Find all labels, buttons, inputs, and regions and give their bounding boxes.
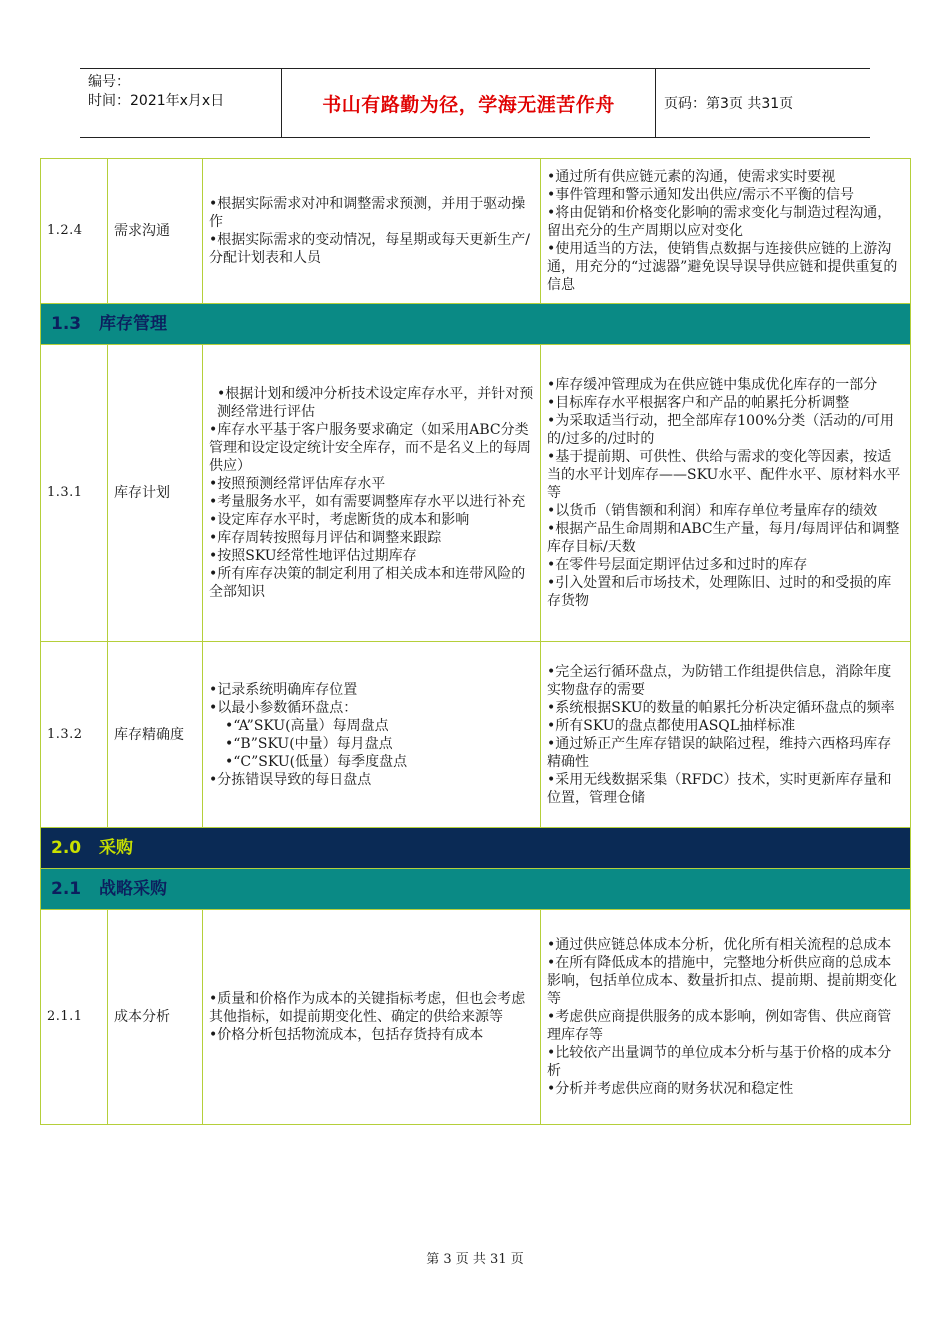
bullet: •基于提前期、可供性、供给与需求的变化等因素，按适当的水平计划库存——SKU水平、配件水平、原材料水平等	[547, 449, 901, 501]
page-header	[80, 68, 870, 138]
table-row	[41, 642, 911, 828]
row-description	[203, 159, 541, 304]
bullet: •使用适当的方法，使销售点数据与连接供应链的上游沟通，用充分的“过滤器”避免误导误导供应链和提供重复的信息	[547, 241, 898, 293]
bullet: •设定库存水平时，考虑断货的成本和影响	[209, 512, 470, 528]
bullet: •通过供应链总体成本分析，优化所有相关流程的总成本	[547, 937, 892, 953]
chapter-title: 采购	[99, 838, 133, 858]
row-name: 成本分析	[108, 910, 203, 1125]
bullet: •比较依产出量调节的单位成本分析与基于价格的成本分析	[547, 1045, 892, 1079]
sub-bullet: •“B”SKU(中量）每月盘点	[225, 735, 393, 752]
bullet: •考虑供应商提供服务的成本影响，例如寄售、供应商管理库存等	[547, 1009, 892, 1043]
row-number: 2.1.1	[41, 910, 108, 1125]
row-description	[203, 642, 541, 828]
bullet: •分析并考虑供应商的财务状况和稳定性	[547, 1081, 794, 1097]
section-number: 1.3	[51, 314, 82, 334]
bullet: •价格分析包括物流成本，包括存货持有成本	[209, 1027, 484, 1043]
header-meta	[88, 73, 278, 111]
bullet: •根据产品生命周期和ABC生产量，每月/每周评估和调整库存目标/天数	[547, 521, 900, 555]
motto: 书山有路勤为径，学海无涯苦作舟	[281, 69, 656, 137]
row-name: 库存精确度	[108, 642, 203, 828]
row-number: 1.2.4	[41, 159, 108, 304]
chapter-heading	[41, 828, 911, 869]
page-info: 页码：第3页 共31页	[664, 96, 794, 112]
bullet: •在零件号层面定期评估过多和过时的库存	[547, 557, 808, 573]
bullet: •通过矫正产生库存错误的缺陷过程，维持六西格玛库存精确性	[547, 735, 892, 770]
bullet: •库存周转按照每月评估和调整来跟踪	[209, 530, 442, 546]
bullet: •按照SKU经常性地评估过期库存	[209, 548, 417, 564]
bullet: •将由促销和价格变化影响的需求变化与制造过程沟通，留出充分的生产周期以应对变化	[547, 205, 892, 239]
row-description	[203, 910, 541, 1125]
table-row	[41, 910, 911, 1125]
bullet: •在所有降低成本的措施中，完整地分析供应商的总成本影响，包括单位成本、数量折扣点、提前期、提前期变化等	[547, 955, 897, 1007]
bullet: •目标库存水平根据客户和产品的帕累托分析调整	[547, 395, 850, 411]
bullet: •根据实际需求的变动情况，每星期或每天更新生产/分配计划表和人员	[209, 232, 530, 266]
row-name: 库存计划	[108, 345, 203, 642]
section-title: 库存管理	[99, 314, 167, 334]
bullet: •考量服务水平，如有需要调整库存水平以进行补充	[209, 494, 526, 510]
bullet: •所有库存决策的制定利用了相关成本和连带风险的全部知识	[209, 566, 526, 600]
bullet: •完全运行循环盘点，为防错工作组提供信息，消除年度实物盘存的需要	[547, 663, 892, 698]
table-row	[41, 159, 911, 304]
section-heading	[41, 304, 911, 345]
bullet: •以最小参数循环盘点：	[209, 699, 358, 716]
row-outcome	[541, 159, 911, 304]
section-heading	[41, 869, 911, 910]
bullet: •事件管理和警示通知发出供应/需示不平衡的信号	[547, 187, 854, 203]
time-label: 时间：2021年x月x日	[88, 93, 225, 109]
number-label: 编号：	[88, 74, 130, 90]
section-number: 2.1	[51, 879, 82, 899]
bullet: •所有SKU的盘点都使用ASQL抽样标准	[547, 717, 796, 734]
page-footer: 第 3 页 共 31 页	[426, 1252, 524, 1267]
bullet: •以货币（销售额和利润）和库存单位考量库存的绩效	[547, 503, 878, 519]
row-description	[203, 345, 541, 642]
bullet: •库存缓冲管理成为在供应链中集成优化库存的一部分	[547, 377, 878, 393]
bullet: •分拣错误导致的每日盘点	[209, 771, 372, 788]
row-number: 1.3.1	[41, 345, 108, 642]
row-name: 需求沟通	[108, 159, 203, 304]
bullet: •为采取适当行动，把全部库存100%分类（活动的/可用的/过多的/过时的	[547, 413, 894, 447]
row-number: 1.3.2	[41, 642, 108, 828]
bullet: •通过所有供应链元素的沟通，使需求实时要视	[547, 169, 836, 185]
bullet: •引入处置和后市场技术，处理陈旧、过时的和受损的库存货物	[547, 575, 892, 609]
bullet: •系统根据SKU的数量的帕累托分析决定循环盘点的频率	[547, 699, 895, 716]
bullet: •库存水平基于客户服务要求确定（如采用ABC分类管理和设定设定统计安全库存，而不是名义上的每周供应）	[209, 422, 531, 474]
bullet: •根据实际需求对冲和调整需求预测，并用于驱动操作	[209, 196, 526, 230]
table-row	[41, 345, 911, 642]
bullet: •质量和价格作为成本的关键指标考虑，但也会考虑其他指标，如提前期变化性、确定的供给来源等	[209, 991, 526, 1025]
row-outcome	[541, 642, 911, 828]
row-outcome	[541, 345, 911, 642]
bullet: •根据计划和缓冲分析技术设定库存水平，并针对预测经常进行评估	[217, 386, 534, 420]
bullet: •记录系统明确库存位置	[209, 681, 358, 698]
section-title: 战略采购	[99, 879, 167, 899]
sub-bullet: •“A”SKU(高量）每周盘点	[225, 717, 389, 734]
chapter-number: 2.0	[51, 838, 82, 858]
bullet: •采用无线数据采集（RFDC）技术，实时更新库存量和位置，管理仓储	[547, 771, 892, 806]
row-outcome	[541, 910, 911, 1125]
sub-bullet: •“C”SKU(低量）每季度盘点	[225, 753, 408, 770]
process-table	[40, 158, 911, 1125]
bullet: •按照预测经常评估库存水平	[209, 476, 386, 492]
